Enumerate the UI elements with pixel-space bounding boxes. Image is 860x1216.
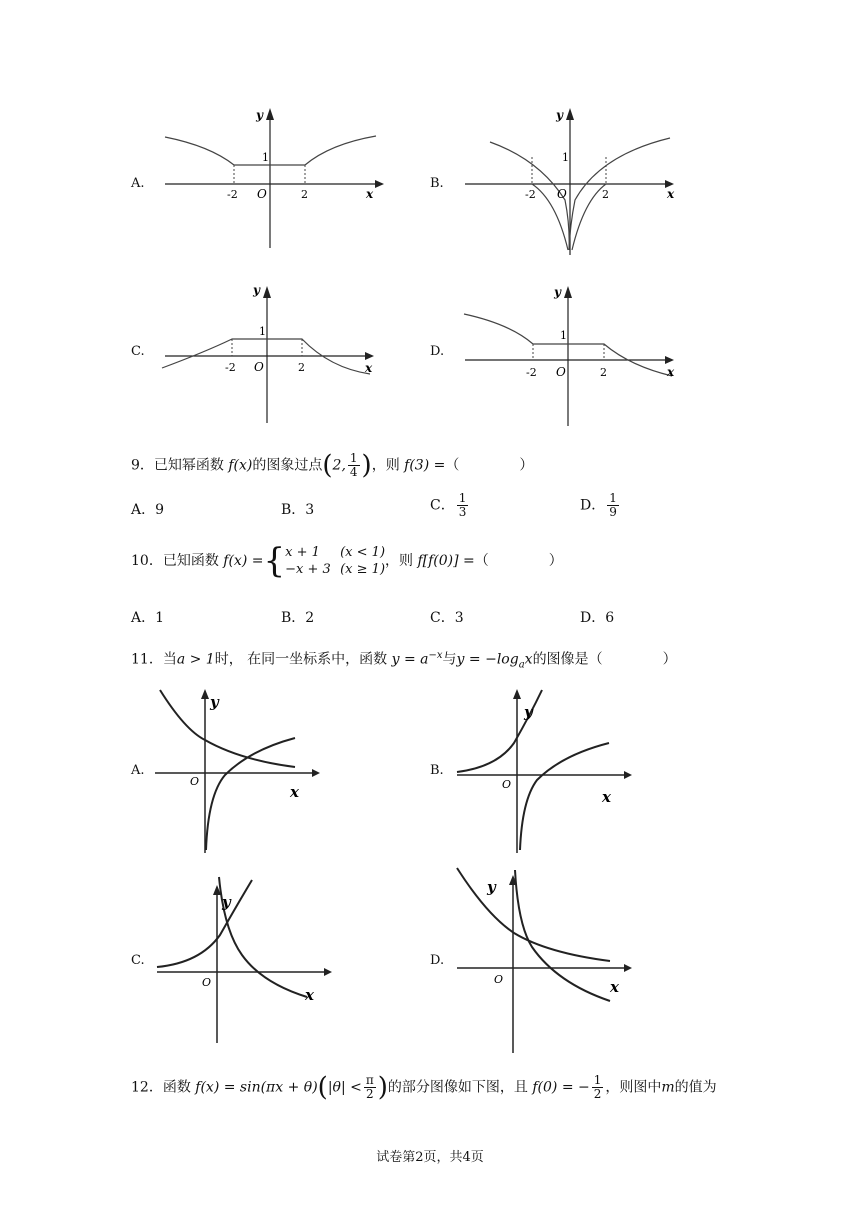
q8-option-d-label: D. (430, 344, 445, 359)
q10-option-c[interactable]: C．3 (430, 610, 464, 626)
q11-option-d-label: D. (430, 953, 445, 968)
x-label: x (366, 187, 374, 201)
tick-left: -2 (525, 188, 536, 201)
q9-option-d[interactable]: D． $\frac{1}{9}$ (580, 491, 617, 519)
y-label: y (253, 283, 260, 297)
x-axis-arrow (312, 769, 320, 777)
y-label: y (487, 878, 496, 896)
q11-option-a-label: A. (131, 763, 145, 778)
y-axis-arrow (564, 286, 572, 298)
tick-one: 1 (262, 151, 269, 164)
q11-graph-c (152, 875, 337, 1045)
x-axis-arrow (324, 968, 332, 976)
x-label: x (667, 187, 675, 201)
question-10: 10．已知函数 f(x) ={x + 1 (x < 1) −x + 3 (x ≥ 1)，则 f[f(0)] =（ ） (131, 541, 563, 581)
curve-exponential (160, 690, 295, 767)
origin-label: O (556, 365, 566, 379)
question-11: 11．当a > 1时， 在同一坐标系中，函数 $y = a^{-x}$与$y = -\log_ax$的图像是（ ） (131, 650, 677, 671)
origin-label: O (254, 360, 264, 374)
x-label: x (290, 783, 299, 801)
x-label: x (667, 365, 675, 379)
tick-right: 2 (301, 188, 308, 201)
q11-graph-b (452, 685, 637, 855)
question-12: 12．函数 f(x) = sin(πx + θ)(|θ| < $\frac{\pi}{2}$ )的部分图像如下图，且 f(0) = − $\frac{1}{2}$ ，则图中m的值为 (131, 1072, 717, 1103)
curve-reflected (219, 877, 307, 997)
x-axis-arrow (624, 964, 632, 972)
x-axis-arrow (375, 180, 384, 188)
y-label: y (222, 893, 231, 911)
tick-left: -2 (225, 361, 236, 374)
origin-label: O (557, 187, 567, 201)
x-axis-arrow (365, 352, 374, 360)
q10-option-a[interactable]: A．1 (131, 610, 165, 626)
y-axis-arrow (263, 286, 271, 298)
tick-right: 2 (298, 361, 305, 374)
x-axis-arrow (665, 356, 674, 364)
q8-graph-a (160, 100, 390, 250)
x-axis-arrow (624, 771, 632, 779)
curve-logarithmic (520, 743, 609, 850)
q8-option-b-label: B. (430, 176, 444, 191)
y-label: y (524, 703, 533, 721)
y-label: y (210, 693, 219, 711)
tick-right: 2 (600, 366, 607, 379)
q10-option-b[interactable]: B．2 (281, 610, 315, 626)
tick-left: -2 (526, 366, 537, 379)
x-label: x (602, 788, 611, 806)
graph-curve-inner-right (572, 184, 606, 250)
curve-logarithmic (206, 738, 295, 850)
origin-label: O (494, 973, 504, 986)
q10-option-d[interactable]: D．6 (580, 610, 615, 626)
q8-graph-d (460, 278, 690, 428)
tick-one: 1 (259, 325, 266, 338)
origin-label: O (257, 187, 267, 201)
q11-graph-a (150, 685, 330, 855)
origin-label: O (202, 976, 212, 989)
y-axis-arrow (513, 689, 521, 699)
q8-option-c-label: C. (131, 344, 145, 359)
q8-option-a-label: A. (131, 176, 145, 191)
y-axis-arrow (266, 108, 274, 120)
q8-graph-c (160, 278, 390, 428)
graph-curve (490, 138, 670, 250)
q11-option-b-label: B. (430, 763, 444, 778)
q8-graph-b (460, 100, 690, 260)
curve-reflected (515, 870, 610, 1001)
curve-exponential (457, 868, 610, 961)
y-axis-arrow (566, 108, 574, 120)
y-label: y (554, 285, 561, 299)
origin-label: O (190, 775, 200, 788)
tick-one: 1 (560, 329, 567, 342)
q9-option-c[interactable]: C． $\frac{1}{3}$ (430, 491, 467, 519)
x-label: x (365, 361, 373, 375)
q11-option-c-label: C. (131, 953, 145, 968)
q9-option-b[interactable]: B．3 (281, 502, 315, 518)
origin-label: O (502, 778, 512, 791)
q11-graph-d (452, 865, 637, 1055)
y-label: y (256, 108, 263, 122)
x-label: x (610, 978, 619, 996)
page-footer: 试卷第2页，共4页 (376, 1150, 484, 1165)
y-axis-arrow (201, 689, 209, 699)
curve-exponential (157, 880, 252, 967)
tick-left: -2 (227, 188, 238, 201)
question-9: 9．已知幂函数 f(x)的图象过点(2, $\frac{1}{4}$ )，则 f(3) =（ ） (131, 450, 534, 481)
tick-one: 1 (562, 151, 569, 164)
tick-right: 2 (602, 188, 609, 201)
x-label: x (305, 986, 314, 1004)
y-label: y (556, 108, 563, 122)
q9-option-a[interactable]: A．9 (131, 502, 165, 518)
